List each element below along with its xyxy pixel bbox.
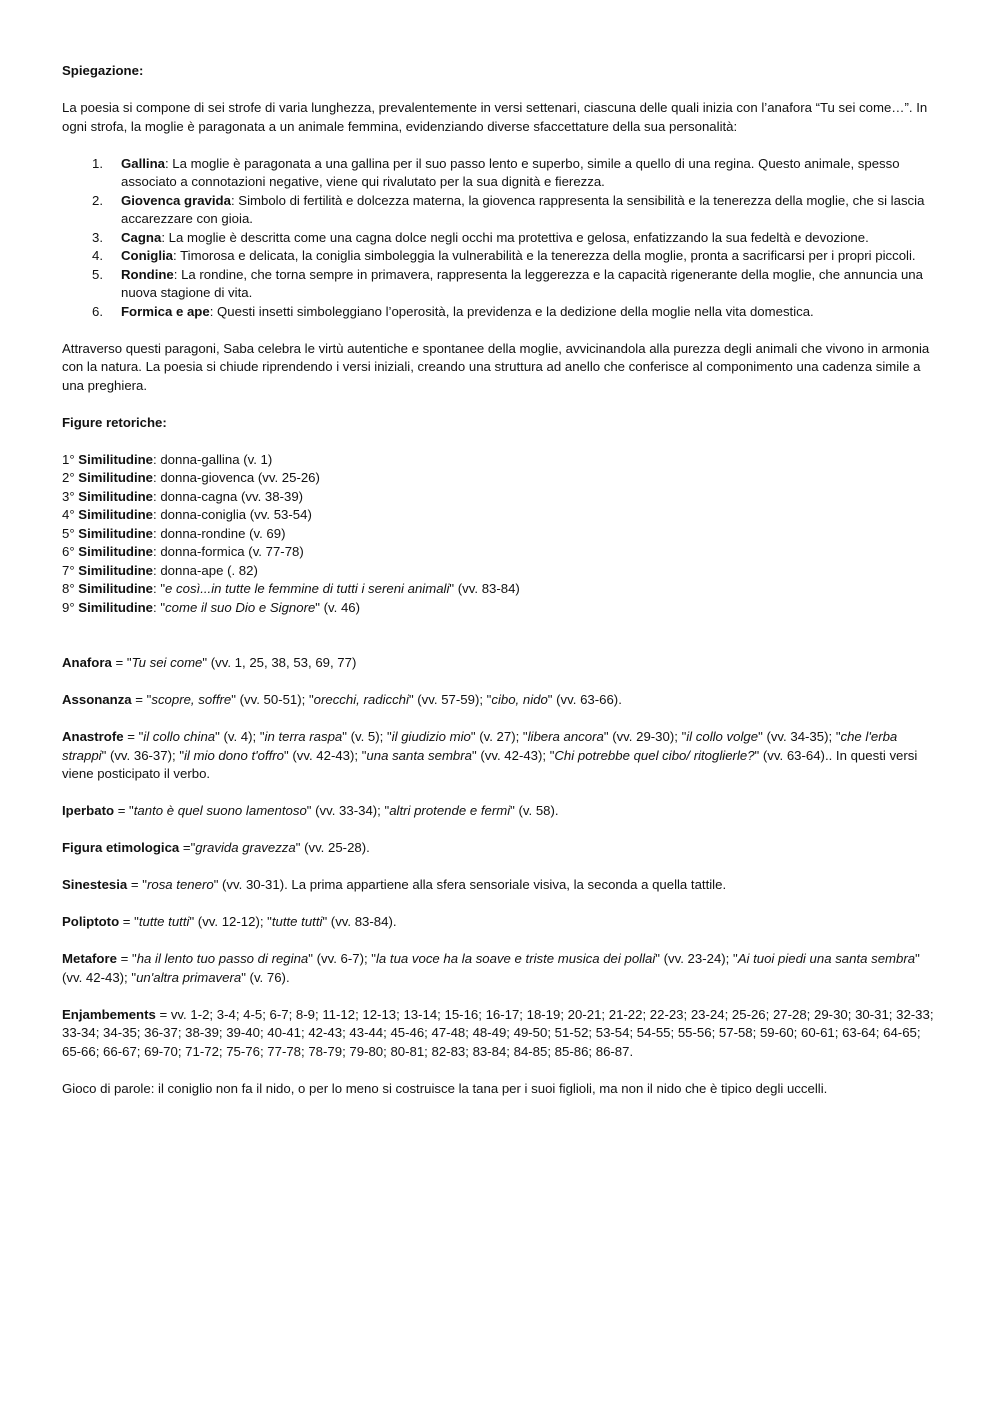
similitudine-line <box>62 488 940 507</box>
similitudine-ordinal: 1° <box>62 451 79 467</box>
similitudine-ordinal: 3° <box>62 488 79 504</box>
similitudine-quote: come il suo Dio e Signore <box>165 599 316 615</box>
figure-text: " (v. 5); " <box>342 729 392 744</box>
similitudine-label: Similitudine <box>78 544 154 559</box>
figura-etimologica-paragraph <box>62 839 940 858</box>
figure-quote: una santa sembra <box>366 747 472 763</box>
animal-list <box>62 155 940 322</box>
figure-quote: Tu sei come <box>131 655 203 670</box>
similitudine-label: Similitudine <box>78 470 154 485</box>
similitudine-text: : donna-giovenca (vv. 25-26) <box>153 470 320 485</box>
similitudine-ordinal: 7° <box>62 562 79 578</box>
similitudine-text: : donna-formica (v. 77-78) <box>153 544 304 559</box>
similitudine-label: Similitudine <box>78 507 154 522</box>
similitudine-label: Similitudine <box>78 525 154 541</box>
similitudine-text: : donna-rondine (v. 69) <box>153 525 286 541</box>
similitudine-label: Similitudine <box>78 451 154 467</box>
figure-text: = " <box>127 877 147 892</box>
figure-quote: altri protende e fermi <box>389 803 511 818</box>
blank-line <box>62 636 940 655</box>
figure-quote: libera ancora <box>527 729 604 744</box>
figure-heading: Figure retoriche: <box>62 414 167 430</box>
list-text: : La moglie è paragonata a una gallina per il suo passo lento e superbo, simile a quello di una regina. Questo animale, spesso associato a connotazioni negative, viene qui rivalutato per la sua dignità e fierezza. <box>121 155 900 189</box>
figure-text: " (vv. 42-43); " <box>284 747 367 763</box>
figure-text: " (vv. 23-24); " <box>655 951 738 966</box>
list-number: 5. <box>92 266 103 282</box>
document-page <box>62 62 940 1117</box>
gioco-di-parole-paragraph: Gioco di parole: il coniglio non fa il nido, o per lo meno si costruisce la tana per i suoi figlioli, ma non il nido che è tipico degli uccelli. <box>62 1080 828 1096</box>
similitudine-line <box>62 506 940 525</box>
figure-text: " (v. 76). <box>241 969 290 985</box>
sinestesia-paragraph <box>62 876 940 895</box>
figure-label: Enjambements <box>62 1006 156 1022</box>
figure-label: Anastrofe <box>62 729 124 744</box>
similitudine-text: : donna-cagna (vv. 38-39) <box>153 488 304 504</box>
figure-quote: scopre, soffre <box>151 692 232 707</box>
similitudine-text: : donna-ape (. 82) <box>153 562 258 578</box>
similitudine-line <box>62 525 940 544</box>
iperbato-paragraph <box>62 802 940 821</box>
figure-label: Sinestesia <box>62 877 128 892</box>
similitudine-line <box>62 469 940 488</box>
similitudine-label: Similitudine <box>78 581 154 596</box>
similitudine-ordinal: 8° <box>62 581 79 596</box>
list-term: Coniglia <box>121 248 174 263</box>
figure-text: " (vv. 1, 25, 38, 53, 69, 77) <box>202 655 357 670</box>
figure-text: = " <box>119 914 139 929</box>
list-number: 3. <box>92 229 103 245</box>
list-term: Gallina <box>121 155 165 171</box>
figure-quote: orecchi, radicchi <box>313 692 409 707</box>
list-item <box>62 155 940 192</box>
list-item <box>62 247 940 266</box>
similitudine-text: : donna-coniglia (vv. 53-54) <box>153 507 312 522</box>
assonanza-paragraph <box>62 691 940 710</box>
similitudine-text: : " <box>153 599 166 615</box>
similitudine-line <box>62 451 940 470</box>
similitudine-line <box>62 580 940 599</box>
list-text: : Simbolo di fertilità e dolcezza materna, la giovenca rappresenta la sensibilità e la tenerezza della moglie, che si lascia accarezzare con gioia. <box>121 192 925 226</box>
list-term: Giovenca gravida <box>121 192 231 208</box>
figure-text: = " <box>131 692 152 707</box>
figure-text: " (v. 27); " <box>470 729 528 744</box>
similitudine-ordinal: 9° <box>62 599 79 615</box>
list-number: 1. <box>92 155 103 171</box>
similitudine-label: Similitudine <box>78 562 154 578</box>
figure-text: = vv. 1-2; 3-4; 4-5; 6-7; 8-9; 11-12; 12-13; 13-14; 15-16; 16-17; 18-19; 20-21; 21-22; 22-23; 23-24; 25-26; 27-28; 29-30; 30-31; 32-33; 33-34; 34-35; 36-37; 38-39; 39-40; 40-41; 42-43; 43-44; 45-46; 47-48; 48-49; 49-50; 51-52; 53-54; 54-55; 55-56; 57-58; 59-60; 60-61; 63-64; 64-65; 65-66; 66-67; 69-70; 71-72; 75-76; 77-78; 78-79; 79-80; 80-81; 82-83; 83-84; 84-85; 85-86; 86-87. <box>62 1006 934 1059</box>
similitudine-label: Similitudine <box>78 599 154 615</box>
figure-text: " (vv. 30-31). La prima appartiene alla sfera sensoriale visiva, la seconda a quella tattile. <box>213 877 727 892</box>
figure-quote: il mio dono t'offro <box>184 747 285 763</box>
figure-text: = " <box>111 655 132 670</box>
similitudine-ref: " (v. 46) <box>315 599 361 615</box>
figure-quote: gravida gravezza <box>195 840 296 855</box>
similitudini-list <box>62 451 940 618</box>
figure-text: = " <box>123 729 144 744</box>
list-term: Formica e ape <box>121 303 210 319</box>
figure-text: = " <box>116 951 137 966</box>
figure-text: " (vv. 63-64).. In questi versi viene posticipato il verbo. <box>62 747 918 781</box>
figure-text: " (vv. 29-30); " <box>603 729 687 744</box>
similitudine-text: : donna-gallina (v. 1) <box>153 451 273 467</box>
figure-text: " (vv. 83-84). <box>322 914 397 929</box>
figure-quote: tutte tutti <box>138 914 190 929</box>
similitudine-line <box>62 562 940 581</box>
figure-quote: Ai tuoi piedi una santa sembra <box>737 951 916 966</box>
figure-text: " (vv. 6-7); " <box>308 951 376 966</box>
figure-quote: tanto è quel suono lamentoso <box>133 803 307 818</box>
anafora-paragraph <box>62 654 940 673</box>
metafore-paragraph <box>62 950 940 987</box>
figure-quote: in terra raspa <box>264 729 343 744</box>
spiegazione-heading: Spiegazione: <box>62 63 144 78</box>
figure-label: Metafore <box>62 951 117 966</box>
poliptoto-paragraph <box>62 913 940 932</box>
figure-text: " (vv. 34-35); " <box>758 729 841 744</box>
list-item <box>62 229 940 248</box>
figure-label: Poliptoto <box>62 914 120 929</box>
figure-text: " (v. 58). <box>510 803 559 818</box>
intro-paragraph: La poesia si compone di sei strofe di varia lunghezza, prevalentemente in versi settenari, ciascuna delle quali inizia con l’anafora “Tu sei come…”. In ogni strofa, la moglie è paragonata a un animale femmina, evidenziando diverse sfaccettature della sua personalità: <box>62 100 928 134</box>
figure-quote: il collo china <box>143 729 216 744</box>
similitudine-ordinal: 2° <box>62 470 79 485</box>
list-number: 6. <box>92 303 103 319</box>
figure-quote: ha il lento tuo passo di regina <box>136 951 309 966</box>
figure-text: =" <box>179 840 196 855</box>
list-term: Rondine <box>121 266 174 282</box>
figure-quote: la tua voce ha la soave e triste musica dei pollai <box>375 951 656 966</box>
figure-quote: che l'erba strappi <box>62 729 898 763</box>
similitudine-line <box>62 543 940 562</box>
figure-text: " (vv. 42-43); " <box>62 951 920 985</box>
similitudine-label: Similitudine <box>78 488 154 504</box>
list-number: 4. <box>92 248 103 263</box>
figure-label: Assonanza <box>62 692 132 707</box>
similitudine-quote: e così...in tutte le femmine di tutti i sereni animali <box>165 581 450 596</box>
similitudine-ordinal: 5° <box>62 525 79 541</box>
similitudine-text: : " <box>153 581 166 596</box>
figure-text: " (vv. 33-34); " <box>306 803 390 818</box>
similitudine-line <box>62 599 940 618</box>
list-number: 2. <box>92 192 103 208</box>
figure-text: " (vv. 36-37); " <box>101 747 184 763</box>
anastrofe-paragraph <box>62 728 940 784</box>
figure-text: " (vv. 25-28). <box>295 840 370 855</box>
figure-label: Figura etimologica <box>62 840 180 855</box>
figure-label: Iperbato <box>62 803 115 818</box>
list-item <box>62 192 940 229</box>
figure-quote: un'altra primavera <box>136 969 242 985</box>
figure-text: = " <box>114 803 134 818</box>
figure-text: " (vv. 57-59); " <box>408 692 492 707</box>
similitudine-ref: " (vv. 83-84) <box>449 581 520 596</box>
list-text: : Timorosa e delicata, la coniglia simboleggia la vulnerabilità e la tenerezza della moglie, pronta a sacrificarsi per i propri piccoli. <box>173 248 916 263</box>
figure-quote: cibo, nido <box>491 692 548 707</box>
list-text: : Questi insetti simboleggiano l’operosità, la previdenza e la dedizione della moglie nella vita domestica. <box>209 303 814 319</box>
figure-quote: rosa tenero <box>146 877 214 892</box>
figure-text: " (vv. 63-66). <box>547 692 622 707</box>
list-item <box>62 266 940 303</box>
figure-quote: Chi potrebbe quel cibo/ ritoglierle? <box>554 747 755 763</box>
figure-label: Anafora <box>62 655 112 670</box>
figure-text: " (vv. 12-12); " <box>189 914 272 929</box>
figure-quote: tutte tutti <box>271 914 323 929</box>
list-text: : La rondine, che torna sempre in primavera, rappresenta la leggerezza e la capacità rigenerante della moglie, che annuncia una nuova stagione di vita. <box>121 266 923 300</box>
figure-text: " (vv. 42-43); " <box>472 747 555 763</box>
figure-text: " (v. 4); " <box>215 729 265 744</box>
similitudine-ordinal: 6° <box>62 544 79 559</box>
list-term: Cagna <box>121 229 162 245</box>
enjambements-paragraph <box>62 1006 940 1062</box>
list-text: : La moglie è descritta come una cagna dolce negli occhi ma protettiva e gelosa, enfatizzando la sua fedeltà e devozione. <box>161 229 869 245</box>
figure-text: " (vv. 50-51); " <box>231 692 314 707</box>
conclusion-paragraph: Attraverso questi paragoni, Saba celebra le virtù autentiche e spontanee della moglie, avvicinandola alla purezza degli animali che vivono in armonia con la natura. La poesia si chiude riprendendo i versi iniziali, creando una struttura ad anello che conferisce al componimento una cadenza simile a una preghiera. <box>62 340 930 393</box>
list-item <box>62 303 940 322</box>
figure-quote: il giudizio mio <box>391 729 471 744</box>
similitudine-ordinal: 4° <box>62 507 79 522</box>
figure-quote: il collo volge <box>686 729 759 744</box>
